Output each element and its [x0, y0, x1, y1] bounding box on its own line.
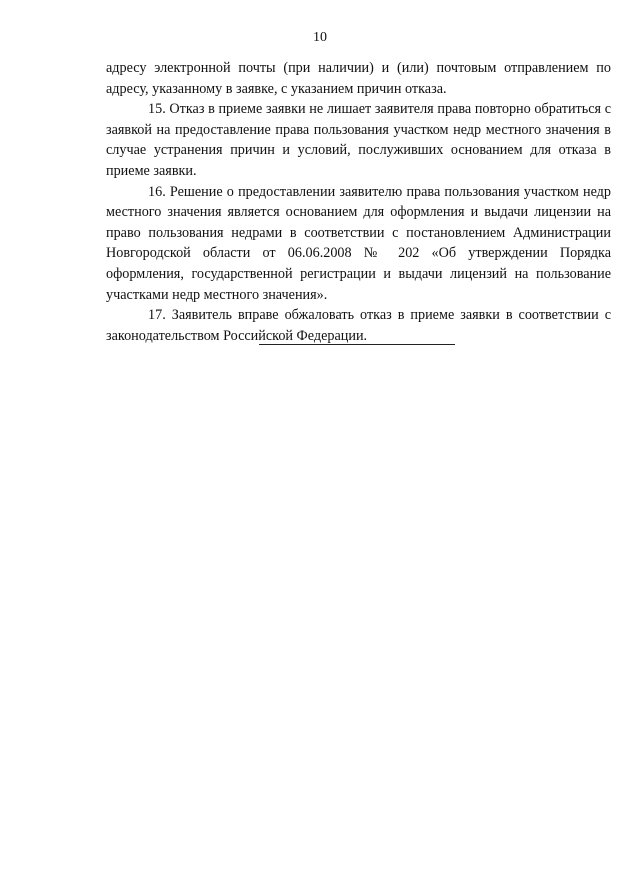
paragraph-item-17: 17. Заявитель вправе обжаловать отказ в приеме заявки в соответствии с законодательством Российской Федерации.: [106, 307, 611, 344]
paragraph-item-15: 15. Отказ в приеме заявки не лишает заявителя права повторно обратиться с заявкой на предоставление права пользования участком недр местного значения в случае устранения причин и условий, послуживших основанием для отказа в приеме заявки.: [106, 101, 611, 179]
page-number: 10: [313, 30, 327, 45]
paragraph-item-16: 16. Решение о предоставлении заявителю права пользования участком недр местного значения является основанием для оформления и выдачи лицензии на право пользования недрами в соответствии с постановлением Администрации Новгородской области от 06.06.2008 № 202 «Об утверждении Порядка оформления, государственной регистрации и выдачи лицензий на пользование участками недр местного значения».: [106, 183, 611, 303]
document-body: [106, 58, 611, 346]
paragraph-continuation: адресу электронной почты (при наличии) и (или) почтовым отправлением по адресу, указанному в заявке, с указанием причин отказа.: [106, 60, 611, 97]
end-of-document-rule: [259, 344, 455, 345]
